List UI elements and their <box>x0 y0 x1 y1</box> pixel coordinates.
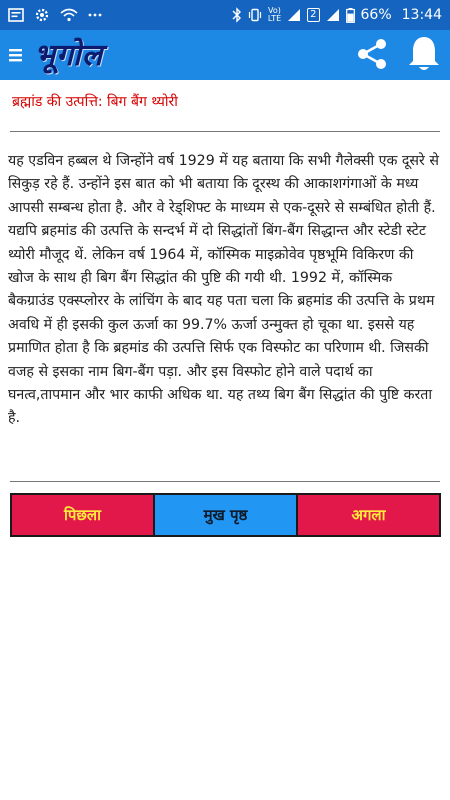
sim-badge: 2 <box>307 8 319 22</box>
home-button[interactable]: मुख पृष्ठ <box>155 493 296 537</box>
menu-icon[interactable] <box>0 30 30 80</box>
status-bar <box>0 0 450 30</box>
bluetooth-icon <box>232 7 242 23</box>
status-right-icons <box>232 7 442 23</box>
article-body: यह एडविन हब्बल थे जिन्होंने वर्ष 1929 में यह बताया कि सभी गैलेक्सी एक दूसरे से सिकुड़ रहे हैं. उन्होंने इस बात को भी बताया कि दूरस्थ की आकाशगंगाओं के मध्य आपसी सम्बन्ध होता है. और वे रेड्शिफ्ट के माध्यम से एक-दूसरे से सम्बंधित होती हैं. यद्यपि ब्रहमांड की उत्पत्ति के सन्दर्भ में दो सिद्धांतों बिंग-बैंग सिद्धान्त और स्टेडी स्टेट थ्योरी मौजूद थें. लेकिन वर्ष 1964 में, कॉस्मिक माइक्रोवेव पृष्ठभूमि विकिरण की खोज के साथ ही बिग बैंग सिद्धांत की पुष्टि की गयी थी. 1992 में, कॉस्मिक बैकग्राउंड एक्स्प्लोरर के लांचिंग के बाद यह पता चला कि ब्रहमांड की उत्पत्ति के प्रथम अवधि में ही इसकी कुल ऊर्जा का 99.7% ऊर्जा उन्मुक्त हो चूका था. इससे यह प्रमाणित होता है कि ब्रहमांड की उत्पत्ति सिर्फ एक विस्फोट का परिणाम थी. जिसकी वजह से इसका नाम बिग-बैंग पड़ा. और इस विस्फोट होने वाले पदार्थ का घनत्व,तापमान और भार काफी अधिक था. यह तथ्य बिग बैंग सिद्धांत की पुष्टि करता है. <box>8 153 439 427</box>
status-left-icons <box>8 7 102 23</box>
battery-percent: 66% <box>360 7 392 23</box>
bell-icon[interactable] <box>404 32 444 76</box>
settings-icon <box>34 7 50 23</box>
battery-icon <box>346 8 355 23</box>
divider-top <box>10 131 440 132</box>
volte-indicator: Vo) LTE <box>267 6 282 23</box>
signal-icon <box>287 8 301 22</box>
prev-button[interactable]: पिछला <box>10 493 155 537</box>
article-title: ब्रह्मांड की उत्पत्ति: बिग बैंग थ्योरी <box>12 94 178 110</box>
divider-bottom <box>10 481 440 482</box>
clock: 13:44 <box>401 7 442 23</box>
nav-buttons <box>10 493 441 537</box>
vibrate-icon <box>248 8 262 22</box>
more-dots-icon <box>88 13 102 17</box>
app-logo: भूगोल <box>34 37 104 73</box>
share-icon[interactable] <box>352 34 392 74</box>
next-button[interactable]: अगला <box>296 493 441 537</box>
notification-app-icon <box>8 8 24 22</box>
wifi-icon <box>60 8 78 22</box>
signal-icon-2 <box>326 8 340 22</box>
